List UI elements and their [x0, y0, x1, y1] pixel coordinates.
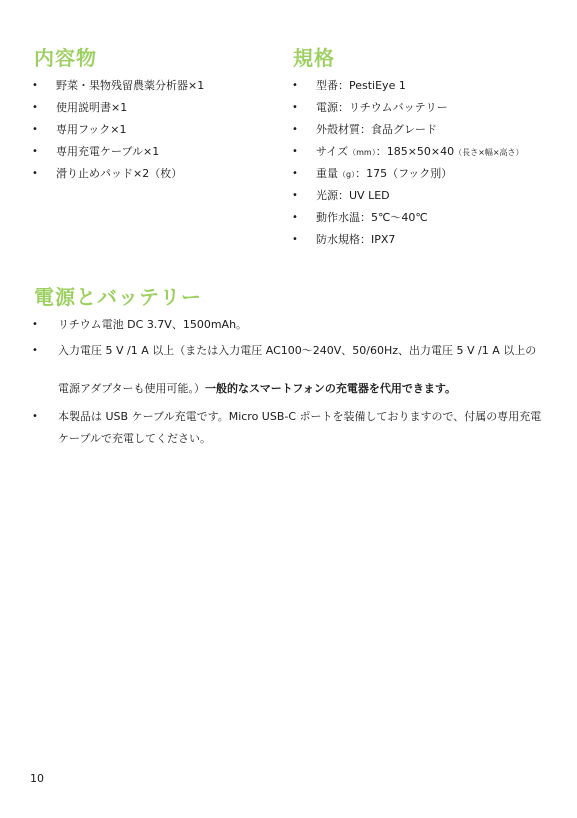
list-item: • 使用説明書×1 — [32, 97, 272, 119]
bullet: • — [32, 345, 38, 356]
bullet: • — [32, 168, 38, 179]
bullet: • — [32, 146, 38, 157]
bullet: • — [292, 190, 298, 201]
bullet: • — [292, 168, 298, 179]
list-item: • 電源：リチウムバッテリー — [292, 97, 552, 119]
bullet: • — [32, 102, 38, 113]
specs-heading: 規格 — [293, 46, 335, 70]
list-item: • 重量（g）：175（フック別） — [292, 163, 552, 185]
contents-list — [32, 75, 272, 185]
bullet: • — [292, 124, 298, 135]
list-item: • 動作水温：5℃〜40℃ — [292, 207, 552, 229]
bullet: • — [32, 124, 38, 135]
bullet: • — [32, 411, 38, 422]
bullet: • — [32, 319, 38, 330]
list-item: • 防水規格：IPX7 — [292, 229, 552, 251]
list-item: • 型番：PestiEye 1 — [292, 75, 552, 97]
list-item: • 本製品は USB ケーブル充電です。Micro USB-C ポートを装備しておりますので、付属の専用充電ケーブルで充電してください。 — [32, 406, 547, 450]
bullet: • — [292, 234, 298, 245]
contents-heading: 内容物 — [34, 46, 97, 70]
page-number: 10 — [30, 772, 44, 785]
power-heading: 電源とバッテリー — [34, 285, 202, 309]
list-item: • サイズ（mm）：185×50×40（長さ×幅×高さ） — [292, 141, 552, 163]
list-item: • 外殻材質：食品グレード — [292, 119, 552, 141]
list-item: • 光源：UV LED — [292, 185, 552, 207]
bullet: • — [292, 212, 298, 223]
bullet: • — [292, 102, 298, 113]
list-item: • 野菜・果物残留農薬分析器×1 — [32, 75, 272, 97]
list-item: • リチウム電池 DC 3.7V、1500mAh。 — [32, 314, 547, 338]
list-item: • 滑り止めパッド×2（枚） — [32, 163, 272, 185]
list-item: • 専用充電ケーブル×1 — [32, 141, 272, 163]
specs-list — [292, 75, 552, 251]
bullet: • — [32, 80, 38, 91]
power-list — [32, 314, 547, 450]
list-item: • 入力電圧 5 V /1 A 以上（または入力電圧 AC100〜240V、50/60Hz、出力電圧 5 V /1 A 以上の 電源アダプターも使用可能。）一般的なスマートフォンの充電器を代用できます。 — [32, 344, 537, 395]
bullet: • — [292, 80, 298, 91]
bullet: • — [292, 146, 298, 157]
list-item: • 専用フック×1 — [32, 119, 272, 141]
